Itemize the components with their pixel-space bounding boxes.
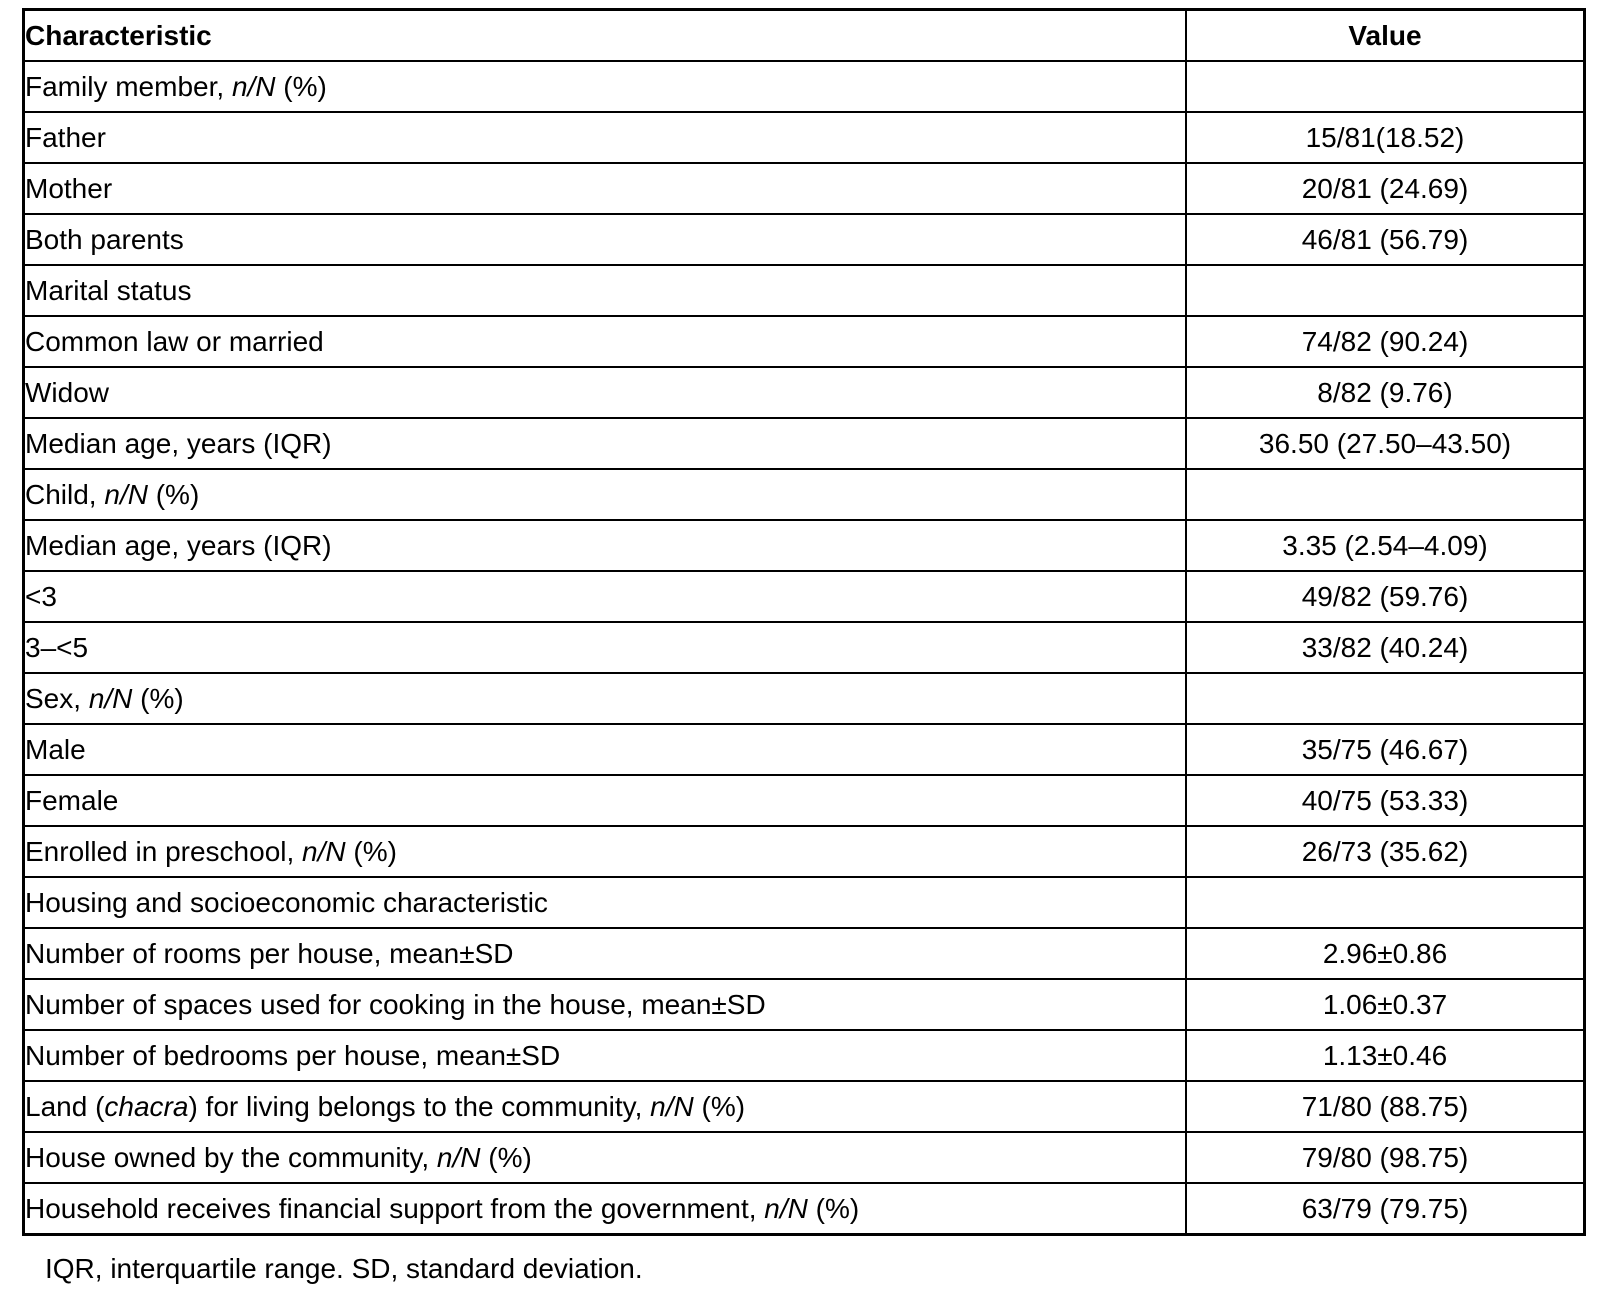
header-row — [24, 10, 1585, 62]
characteristic-cell — [24, 1081, 1187, 1132]
characteristic-label-text: (%) — [147, 478, 200, 510]
characteristic-cell — [24, 112, 1187, 163]
value-cell: 20/81 (24.69) — [1186, 163, 1585, 214]
value-cell: 15/81(18.52) — [1186, 112, 1585, 163]
table-row — [24, 724, 1585, 775]
characteristic-cell — [24, 265, 1187, 316]
value-cell: 35/75 (46.67) — [1186, 724, 1585, 775]
characteristic-label-text: (%) — [807, 1192, 860, 1224]
table-row — [24, 163, 1585, 214]
characteristic-label-text: Sex, — [25, 682, 89, 714]
characteristic-label-text: Both parents — [25, 223, 184, 255]
characteristics-table — [22, 8, 1586, 1236]
characteristic-label-text: Median age, years (IQR) — [25, 427, 332, 459]
characteristic-cell — [24, 367, 1187, 418]
characteristic-cell — [24, 1132, 1187, 1183]
characteristic-label-text: Number of bedrooms per house, mean±SD — [25, 1039, 561, 1071]
characteristic-label-text: ) for living belongs to the community, — [188, 1090, 651, 1122]
characteristic-cell — [24, 724, 1187, 775]
characteristic-label-text: Number of rooms per house, mean±SD — [25, 937, 514, 969]
value-cell — [1186, 877, 1585, 928]
characteristic-label-text: Female — [25, 784, 119, 816]
characteristic-label-text: Father — [25, 121, 106, 153]
table-row — [24, 571, 1585, 622]
characteristic-label-italic: n/N — [436, 1141, 481, 1173]
characteristic-cell — [24, 316, 1187, 367]
characteristic-label-text: House owned by the community, — [25, 1141, 437, 1173]
value-cell: 74/82 (90.24) — [1186, 316, 1585, 367]
value-cell: 46/81 (56.79) — [1186, 214, 1585, 265]
characteristic-label-text: (%) — [480, 1141, 532, 1173]
characteristic-label-text: (%) — [693, 1090, 746, 1122]
table-row — [24, 622, 1585, 673]
characteristic-cell — [24, 673, 1187, 724]
characteristic-cell — [24, 571, 1187, 622]
characteristic-label-italic: n/N — [104, 478, 148, 510]
characteristic-label-italic: chacra — [104, 1090, 189, 1122]
characteristic-label-text: Housing and socioeconomic characteristic — [25, 886, 548, 918]
characteristic-label-italic: n/N — [231, 70, 276, 102]
column-header-characteristic: Characteristic — [24, 10, 1187, 62]
value-cell — [1186, 673, 1585, 724]
table-row — [24, 1132, 1585, 1183]
characteristic-label-text: 3–<5 — [25, 631, 89, 663]
table-row — [24, 112, 1585, 163]
characteristic-label-text: Number of spaces used for cooking in the house, mean±SD — [25, 988, 766, 1020]
column-header-value: Value — [1186, 10, 1585, 62]
table-row — [24, 469, 1585, 520]
table-row — [24, 826, 1585, 877]
characteristic-cell — [24, 61, 1187, 112]
characteristic-label-text: Family member, — [25, 70, 232, 102]
characteristic-cell — [24, 1030, 1187, 1081]
characteristic-cell — [24, 928, 1187, 979]
table-row — [24, 418, 1585, 469]
characteristic-cell — [24, 520, 1187, 571]
table-row — [24, 1030, 1585, 1081]
table-row — [24, 214, 1585, 265]
table-row — [24, 1081, 1585, 1132]
value-cell: 3.35 (2.54–4.09) — [1186, 520, 1585, 571]
value-cell: 63/79 (79.75) — [1186, 1183, 1585, 1235]
characteristic-label-text: Land ( — [25, 1090, 105, 1122]
characteristic-label-text: Child, — [25, 478, 105, 510]
characteristic-label-text: Male — [25, 733, 86, 765]
table-row — [24, 673, 1585, 724]
table-body — [24, 61, 1585, 1235]
characteristic-cell — [24, 163, 1187, 214]
characteristic-label-text: Household receives financial support from the government, — [25, 1192, 765, 1224]
characteristic-label-italic: n/N — [302, 835, 346, 867]
value-cell: 79/80 (98.75) — [1186, 1132, 1585, 1183]
value-cell: 33/82 (40.24) — [1186, 622, 1585, 673]
table-row — [24, 775, 1585, 826]
value-cell: 1.06±0.37 — [1186, 979, 1585, 1030]
value-cell — [1186, 265, 1585, 316]
characteristic-label-italic: n/N — [650, 1090, 694, 1122]
value-cell — [1186, 61, 1585, 112]
table-row — [24, 1183, 1585, 1235]
table-row — [24, 520, 1585, 571]
characteristic-cell — [24, 214, 1187, 265]
value-cell: 8/82 (9.76) — [1186, 367, 1585, 418]
characteristic-cell — [24, 469, 1187, 520]
characteristic-label-text: Enrolled in preschool, — [25, 835, 303, 867]
value-cell: 40/75 (53.33) — [1186, 775, 1585, 826]
characteristic-cell — [24, 826, 1187, 877]
characteristic-label-text: Widow — [25, 376, 110, 408]
characteristic-label-italic: n/N — [764, 1192, 808, 1224]
table-row — [24, 928, 1585, 979]
characteristic-cell — [24, 418, 1187, 469]
characteristic-label-text: (%) — [275, 70, 327, 102]
characteristic-cell — [24, 979, 1187, 1030]
characteristic-cell — [24, 622, 1187, 673]
table-row — [24, 265, 1585, 316]
table-row — [24, 979, 1585, 1030]
value-cell: 26/73 (35.62) — [1186, 826, 1585, 877]
value-cell: 1.13±0.46 — [1186, 1030, 1585, 1081]
characteristic-label-italic: n/N — [88, 682, 133, 714]
characteristic-cell — [24, 1183, 1187, 1235]
table-row — [24, 877, 1585, 928]
characteristic-label-text: Marital status — [25, 274, 192, 306]
characteristic-label-text: Mother — [25, 172, 113, 204]
value-cell — [1186, 469, 1585, 520]
characteristic-label-text: Common law or married — [25, 325, 324, 357]
value-cell: 2.96±0.86 — [1186, 928, 1585, 979]
table-row — [24, 61, 1585, 112]
value-cell: 36.50 (27.50–43.50) — [1186, 418, 1585, 469]
characteristic-label-text: Median age, years (IQR) — [25, 529, 332, 561]
characteristic-label-text: <3 — [25, 580, 57, 612]
table-row — [24, 367, 1585, 418]
table-footnote: IQR, interquartile range. SD, standard deviation. — [45, 1253, 643, 1284]
value-cell: 49/82 (59.76) — [1186, 571, 1585, 622]
characteristic-label-text: (%) — [132, 682, 184, 714]
characteristic-cell — [24, 775, 1187, 826]
value-cell: 71/80 (88.75) — [1186, 1081, 1585, 1132]
characteristic-cell — [24, 877, 1187, 928]
table-row — [24, 316, 1585, 367]
characteristic-label-text: (%) — [345, 835, 397, 867]
